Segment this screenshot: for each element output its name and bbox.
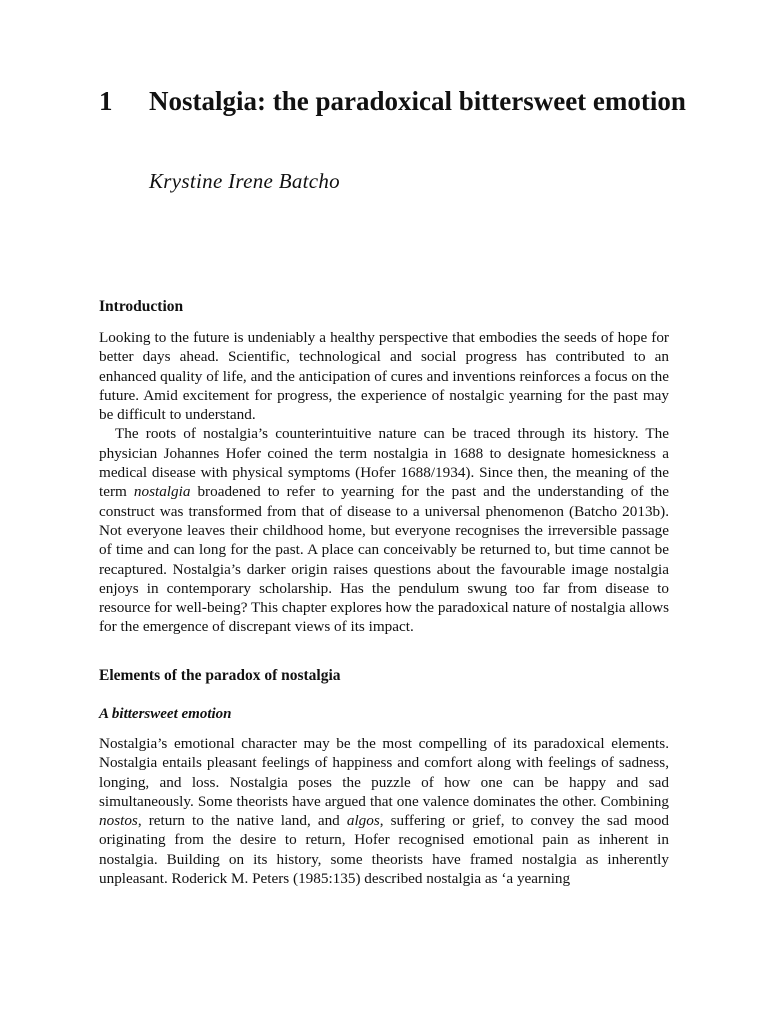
introduction-heading: Introduction: [99, 298, 184, 315]
elements-body: [99, 734, 669, 888]
elements-text-b: , return to the native land, and: [137, 812, 347, 830]
bittersweet-subheading: A bittersweet emotion: [99, 706, 232, 722]
introduction-paragraph-2: [99, 424, 669, 636]
paragraph-2-italic-term: nostalgia: [133, 483, 191, 501]
elements-heading: Elements of the paradox of nostalgia: [99, 667, 341, 684]
elements-text-c: , suffering or grief, to convey the sad mood originating from the desire to return, Hofer recognised emotional pain as inherent in nostalgia. Building on its history, some theorists have framed nostalgia as inherently unpleasant. Roderick M. Peters (1985:135) described nostalgia as ‘a yearning: [99, 812, 669, 888]
chapter-author: Krystine Irene Batcho: [149, 169, 340, 193]
paragraph-2-text-a: The roots of nostalgia’s counterintuitive nature can be traced through its history. The physician Johannes Hofer coined the term nostalgia in 1688 to designate homesickness a medical disease with physical symptoms (Hofer 1688/1934). Since then, the meaning of the term: [99, 425, 669, 501]
paragraph-2-text-b: broadened to refer to yearning for the past and the understanding of the construct was transformed from that of disease to a universal phenomenon (Batcho 2013b). Not everyone leaves their childhood home, but everyone recognises the irreversible passage of time and can long for the past. A place can conceivably be returned to, but time cannot be recaptured. Nostalgia’s darker origin raises questions about the favourable image nostalgia enjoys in contemporary scholarship. Has the pendulum swung too far from disease to resource for well-being? This chapter explores how the paradoxical nature of nostalgia allows for the emergence of discrepant views of its impact.: [99, 483, 669, 636]
elements-italic-algos: algos: [346, 812, 380, 830]
chapter-number: 1: [99, 86, 113, 116]
introduction-paragraph-1: Looking to the future is undeniably a healthy perspective that embodies the seeds of hope for better days ahead. Scientific, technological and social progress has contributed to an enhanced quality of life, and the anticipation of cures and inventions reinforces a focus on the future. Amid excitement for progress, the experience of nostalgic yearning for the past may be difficult to understand.: [99, 329, 669, 424]
chapter-title: Nostalgia: the paradoxical bittersweet emotion: [149, 86, 686, 116]
elements-text-a: Nostalgia’s emotional character may be the most compelling of its paradoxical elements. Nostalgia entails pleasant feelings of happiness and comfort along with feelings of sadness, longing, and loss. Nostalgia poses the puzzle of how one can be happy and sad simultaneously. Some theorists have argued that one valence dominates the other. Combining: [99, 735, 669, 810]
introduction-body: [99, 328, 669, 637]
elements-italic-nostos: nostos: [99, 812, 138, 830]
elements-paragraph: [99, 734, 669, 888]
